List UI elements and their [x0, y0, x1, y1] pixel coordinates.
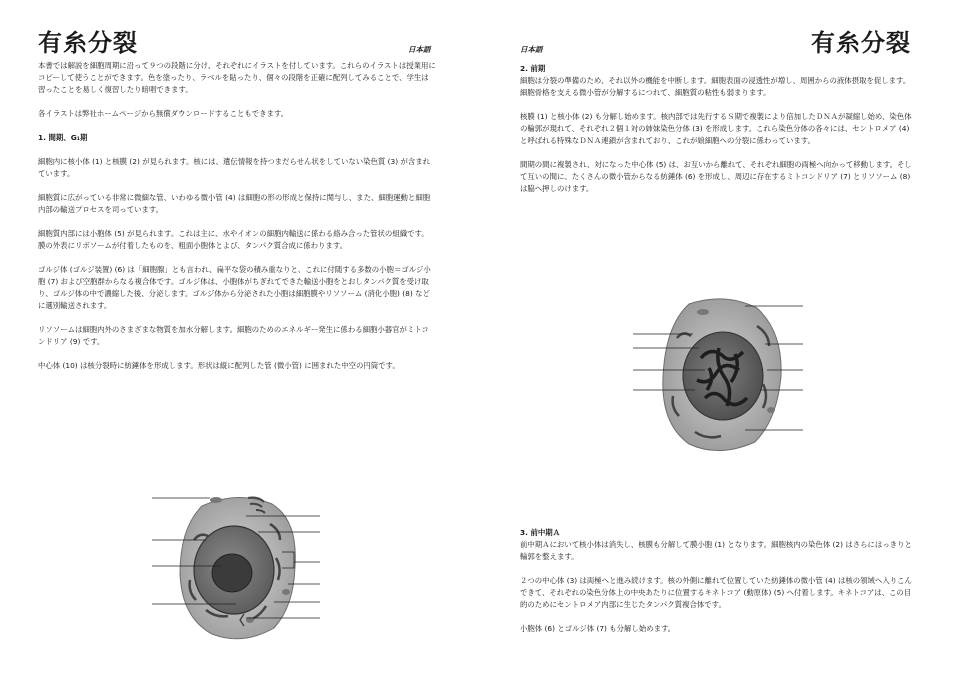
left-page-body — [38, 60, 436, 384]
body-paragraph: 前中期Ａにおいて核小体は消失し、核膜も分解して膜小胞 (1) となります。細胞核内の染色体 (2) はさらにはっきりと輪郭を整えます。 — [520, 540, 912, 561]
interphase-cell-illustration — [150, 488, 325, 648]
section-heading-prometaphase-a: 3. 前中期Ａ — [520, 528, 561, 537]
right-page — [477, 0, 954, 674]
prophase-cell-illustration — [633, 292, 805, 458]
body-paragraph: 中心体 (10) は核分裂時に紡錘体を形成します。形状は縦に配列した管 (微小管) に囲まれた中空の円筒です。 — [38, 361, 400, 370]
body-paragraph: 小胞体 (6) とゴルジ体 (7) も分解し始めます。 — [520, 624, 676, 633]
section-prometaphase-a — [520, 527, 914, 647]
body-paragraph: 細胞は分裂の準備のため、それ以外の機能を中断します。細胞表面の浸透性が増し、周囲からの液体摂取を促します。細胞骨格を支える微小管が分解するにつれて、細胞質の粘性も弱まります。 — [520, 76, 911, 97]
body-paragraph: リソソームは細胞内外のさまざまな物質を加水分解します。細胞のためのエネルギー発生に係わる細胞小器官がミトコンドリア (9) です。 — [38, 325, 429, 346]
body-paragraph: 核膜 (1) と核小体 (2) も分解し始めます。核内部では先行するＳ期で複製により倍加したＤＮＡが凝縮し始め、染色体の輪郭が現れて、それぞれ２個１対の姉妹染色分体 (3) を形成します。これら染色分体の各々には、セントロメア (4) と呼ばれる特殊なＤＮＡ連鎖が含まれており、これが娘細胞への分裂に係わっています。 — [520, 112, 912, 145]
body-paragraph: 細胞質に広がっている非常に微細な管、いわゆる微小管 (4) は細胞の形の形成と保持に関与し、また、細胞運動と細胞内部の輸送プロセスを司っています。 — [38, 193, 431, 214]
section-prophase — [520, 63, 914, 207]
body-paragraph: 細胞内に核小体 (1) と核膜 (2) が見られます。核には、遺伝情報を持つまだらせん状をしていない染色質 (3) が含まれています。 — [38, 157, 431, 178]
body-paragraph: 細胞質内部には小胞体 (5) が見られます。これは主に、水やイオンの細胞内輸送に係わる絡み合った管状の組織です。膜の外表にリボソームが付着したものを、粗面小胞体とよび、タンパク質合成に係わります。 — [38, 229, 429, 250]
left-page-title: 有糸分裂 — [38, 29, 138, 57]
right-page-language-label: 日本語 — [520, 45, 543, 54]
section-heading-prophase: 2. 前期 — [520, 64, 546, 73]
section-heading-interphase-g1: 1. 間期、G₁期 — [38, 133, 88, 142]
body-paragraph: ゴルジ体 (ゴルジ装置) (6) は「細胞腺」とも言われ、扁平な袋の積み重なりと、これに付随する多数の小胞＝ゴルジ小胞 (7) および空胞群からなる複合体です。ゴルジ体は、小胞体がちぎれてできた輸送小胞をとおしタンパク質を受け取り、ゴルジ体の中で濃縮した後、分泌します。ゴルジ体から分泌された小胞は細胞膜やリソソーム (消化小胞) (8) などに選別輸送されます。 — [38, 265, 431, 310]
body-paragraph: ２つの中心体 (3) は両極へと進み続けます。核の外側に離れて位置していた紡錘体の微小管 (4) は核の領域へ入りこんできて、それぞれの染色分体上の中央あたりに位置するキネトコア (動原体) (5) へ付着します。キネトコアは、この目的のためにセントロメア内部に生じたタンパク質複合体です。 — [520, 576, 912, 609]
download-note: 各イラストは弊社ホームページから無償ダウンロードすることもできます。 — [38, 109, 289, 118]
right-page-title: 有糸分裂 — [811, 29, 911, 57]
intro-paragraph: 本書では解説を細胞周期に沿って９つの段階に分け、それぞれにイラストを付しています。これらのイラストは授業用にコピーして使うことができます。色を塗ったり、ラベルを貼ったり、個々の段階を正確に配列してみることで、学生は習ったことを易しく復習したり暗唱できます。 — [38, 61, 436, 94]
left-page-language-label: 日本語 — [408, 45, 431, 54]
body-paragraph: 間期の間に複製され、対になった中心体 (5) は、お互いから離れて、それぞれ細胞の両極へ向かって移動します。そして互いの間に、たくさんの微小管からなる紡錘体 (6) を形成し、周辺に存在するミトコンドリア (7) とリソソーム (8) は脇へ押しのけます。 — [520, 160, 912, 193]
